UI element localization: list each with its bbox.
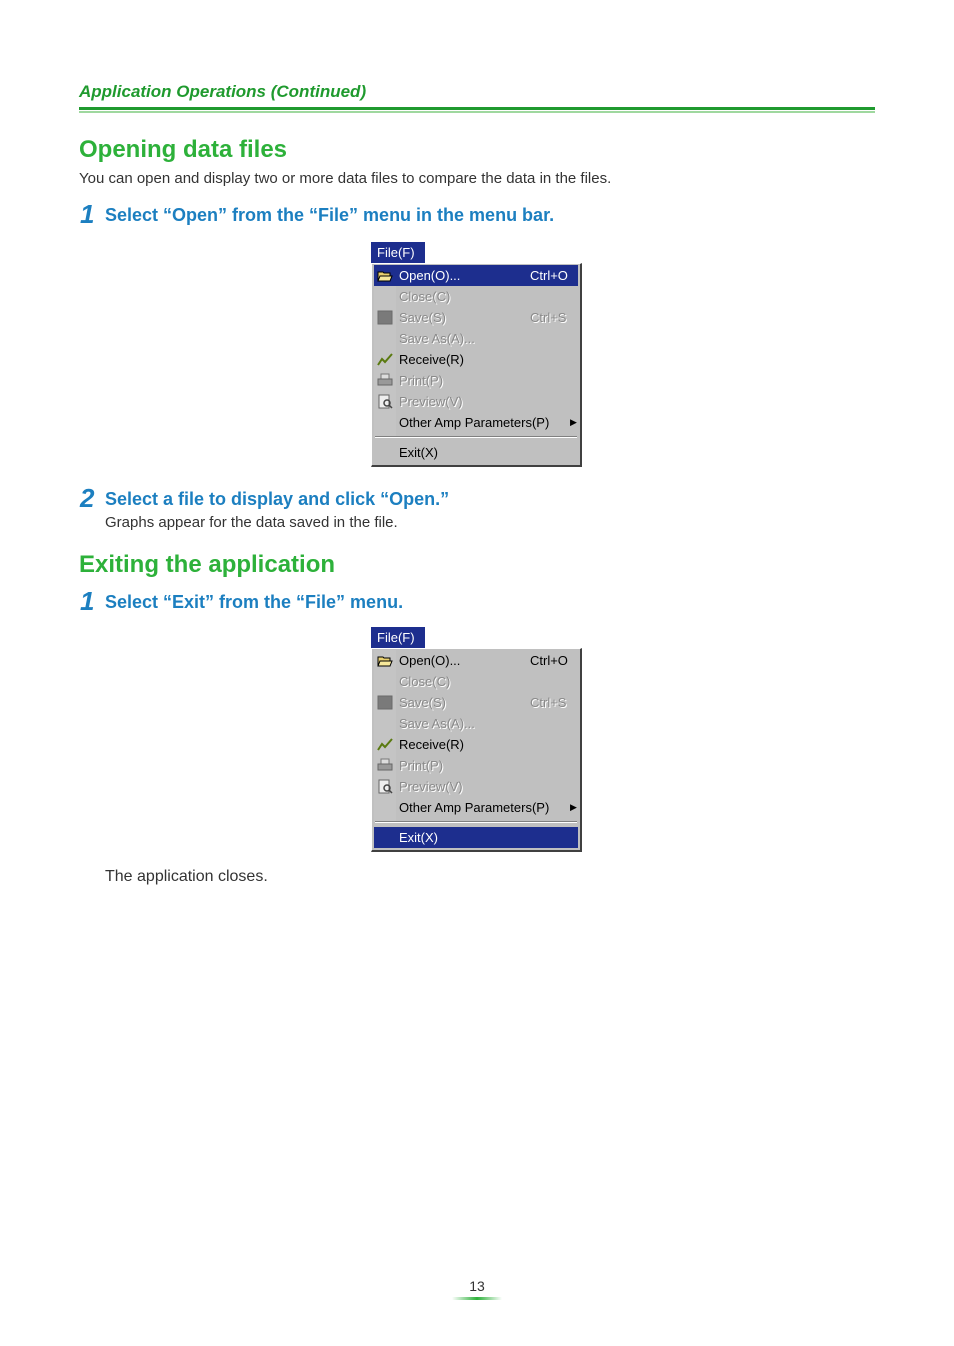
menu-item-label: Save(S) xyxy=(399,310,446,325)
preview-icon xyxy=(377,779,393,794)
menu-item-label: Open(O)... xyxy=(399,653,461,668)
file-menu-title[interactable]: File(F) xyxy=(371,627,425,648)
page-number: 13 xyxy=(469,1278,485,1294)
file-menu-dropdown xyxy=(371,263,582,467)
step-note: The application closes. xyxy=(105,868,268,885)
printer-icon xyxy=(377,373,393,388)
step-number: 1 xyxy=(80,199,95,229)
menu-item-save[interactable] xyxy=(374,307,578,328)
menu-item-label: Print(P) xyxy=(399,758,444,773)
open-folder-icon xyxy=(377,268,393,283)
menu-item-label: Save As(A)... xyxy=(399,716,475,731)
header-rule xyxy=(79,107,875,110)
menu-item-label: Other Amp Parameters(P) xyxy=(399,415,550,430)
menu-item-save[interactable] xyxy=(374,692,578,713)
menu-item-label: Close(C) xyxy=(399,289,451,304)
receive-icon xyxy=(377,737,393,752)
menu-item-open[interactable] xyxy=(374,650,578,671)
menu-item-label: Save(S) xyxy=(399,695,446,710)
menu-item-other-amp-parameters[interactable] xyxy=(374,797,578,818)
step-instruction: Select a file to display and click “Open.” xyxy=(105,489,450,509)
menu-item-close[interactable] xyxy=(374,286,578,307)
menu-item-label: Print(P) xyxy=(399,373,444,388)
file-menu-dropdown xyxy=(371,648,582,852)
receive-icon xyxy=(377,352,393,367)
menu-item-save-as[interactable] xyxy=(374,328,578,349)
menu-item-open[interactable] xyxy=(374,265,578,286)
menu-item-receive[interactable] xyxy=(374,734,578,755)
menu-item-save-as[interactable] xyxy=(374,713,578,734)
step-number: 2 xyxy=(80,483,95,513)
menu-item-label: Exit(X) xyxy=(399,445,438,460)
open-folder-icon xyxy=(377,653,393,668)
step-instruction: Select “Exit” from the “File” menu. xyxy=(105,592,404,612)
section-header-title: Application Operations (Continued) xyxy=(79,82,367,101)
menu-item-preview[interactable] xyxy=(374,776,578,797)
menu-item-exit[interactable] xyxy=(374,827,578,848)
menu-item-label: Exit(X) xyxy=(399,830,438,845)
preview-icon xyxy=(377,394,393,409)
menu-item-label: Close(C) xyxy=(399,674,451,689)
menu-item-label: Preview(V) xyxy=(399,394,463,409)
step-note: Graphs appear for the data saved in the file. xyxy=(105,514,398,531)
menu-item-other-amp-parameters[interactable] xyxy=(374,412,578,433)
menu-separator xyxy=(375,821,577,823)
menu-item-exit[interactable] xyxy=(374,442,578,463)
menu-item-label: Receive(R) xyxy=(399,737,465,752)
menu-item-label: Receive(R) xyxy=(399,352,465,367)
menu-item-label: Save As(A)... xyxy=(399,331,475,346)
save-icon xyxy=(377,310,393,325)
submenu-arrow-icon: ▶ xyxy=(570,802,577,812)
step-instruction: Select “Open” from the “File” menu in the menu bar. xyxy=(105,205,555,225)
menu-item-shortcut: Ctrl+O xyxy=(530,268,568,283)
menu-item-label: Preview(V) xyxy=(399,779,463,794)
menu-item-shortcut: Ctrl+O xyxy=(530,653,568,668)
heading-exiting-application: Exiting the application xyxy=(79,551,336,578)
menu-item-shortcut: Ctrl+S xyxy=(530,310,567,325)
save-icon xyxy=(377,695,393,710)
header-rule-light xyxy=(79,111,875,113)
step-number: 1 xyxy=(80,586,95,616)
file-menu-title[interactable]: File(F) xyxy=(371,242,425,263)
menu-item-print[interactable] xyxy=(374,755,578,776)
file-menu-screenshot-open xyxy=(371,242,583,468)
printer-icon xyxy=(377,758,393,773)
menu-item-print[interactable] xyxy=(374,370,578,391)
menu-item-receive[interactable] xyxy=(374,349,578,370)
file-menu-screenshot-exit xyxy=(371,627,583,853)
menu-item-label: Open(O)... xyxy=(399,268,461,283)
menu-separator xyxy=(375,436,577,438)
menu-item-preview[interactable] xyxy=(374,391,578,412)
heading-opening-data-files: Opening data files xyxy=(79,136,288,163)
submenu-arrow-icon: ▶ xyxy=(570,417,577,427)
menu-item-shortcut: Ctrl+S xyxy=(530,695,567,710)
opening-intro-text: You can open and display two or more data files to compare the data in the files. xyxy=(79,170,612,187)
page-number-underline xyxy=(452,1297,502,1300)
menu-item-label: Other Amp Parameters(P) xyxy=(399,800,550,815)
menu-item-close[interactable] xyxy=(374,671,578,692)
